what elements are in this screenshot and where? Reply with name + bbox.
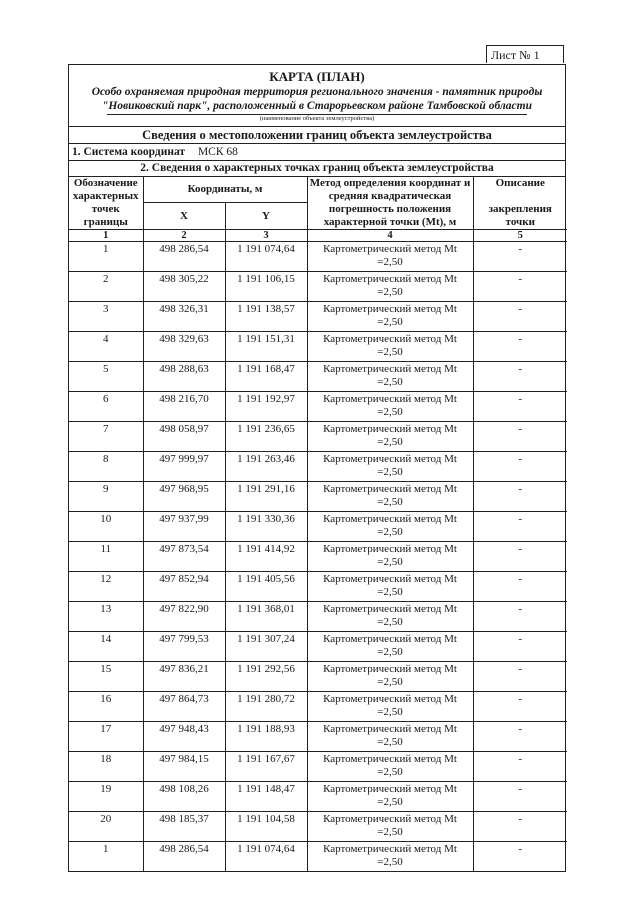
header-x: X	[143, 203, 225, 230]
header-y: Y	[225, 203, 307, 230]
point-number: 5	[69, 362, 143, 392]
method-accuracy: =2,50	[377, 706, 403, 718]
table-row	[69, 272, 567, 302]
point-description: -	[473, 632, 567, 662]
column-number: 4	[307, 230, 473, 242]
column-number: 5	[473, 230, 567, 242]
coordinate-y: 1 191 151,31	[225, 332, 307, 362]
method-accuracy: =2,50	[377, 346, 403, 358]
method-text: Картометрический метод Mt	[323, 543, 457, 555]
method	[307, 452, 473, 482]
method-accuracy: =2,50	[377, 496, 403, 508]
point-description: -	[473, 692, 567, 722]
object-name-caption: (наименование объекта землеустройства)	[107, 114, 527, 123]
coordinate-y: 1 191 330,36	[225, 512, 307, 542]
point-description: -	[473, 512, 567, 542]
point-number: 20	[69, 812, 143, 842]
point-description: -	[473, 542, 567, 572]
coordinate-y: 1 191 307,24	[225, 632, 307, 662]
table-row	[69, 782, 567, 812]
point-description: -	[473, 362, 567, 392]
method-accuracy: =2,50	[377, 376, 403, 388]
header-method: Метод определения координат и средняя квадратическая погрешность положения характерной точки (Mt), м	[307, 177, 473, 230]
point-number: 18	[69, 752, 143, 782]
method-accuracy: =2,50	[377, 766, 403, 778]
point-number: 10	[69, 512, 143, 542]
point-description: -	[473, 722, 567, 752]
table-row	[69, 512, 567, 542]
method	[307, 302, 473, 332]
table-row	[69, 392, 567, 422]
section-title: Сведения о местоположении границ объекта землеустройства	[69, 126, 565, 144]
table-row	[69, 662, 567, 692]
coordinate-y: 1 191 104,58	[225, 812, 307, 842]
point-number: 9	[69, 482, 143, 512]
point-description: -	[473, 302, 567, 332]
method-text: Картометрический метод Mt	[323, 573, 457, 585]
point-number: 1	[69, 242, 143, 272]
point-number: 13	[69, 602, 143, 632]
column-number: 1	[69, 230, 143, 242]
coordinate-y: 1 191 192,97	[225, 392, 307, 422]
points-table	[69, 177, 567, 871]
method-text: Картометрический метод Mt	[323, 753, 457, 765]
point-description: -	[473, 242, 567, 272]
point-number: 15	[69, 662, 143, 692]
header-designation: Обозначение характерных точек границы	[69, 177, 143, 230]
table-row	[69, 602, 567, 632]
coordinate-x: 497 984,15	[143, 752, 225, 782]
method-text: Картометрический метод Mt	[323, 603, 457, 615]
point-description: -	[473, 572, 567, 602]
coordinate-y: 1 191 138,57	[225, 302, 307, 332]
method-text: Картометрический метод Mt	[323, 423, 457, 435]
point-description: -	[473, 752, 567, 782]
coordinate-x: 497 968,95	[143, 482, 225, 512]
method-accuracy: =2,50	[377, 286, 403, 298]
method	[307, 392, 473, 422]
method-accuracy: =2,50	[377, 256, 403, 268]
method-text: Картометрический метод Mt	[323, 363, 457, 375]
method-text: Картометрический метод Mt	[323, 333, 457, 345]
point-description: -	[473, 602, 567, 632]
method-text: Картометрический метод Mt	[323, 453, 457, 465]
table-row	[69, 452, 567, 482]
coordinate-y: 1 191 236,65	[225, 422, 307, 452]
coordinate-x: 497 999,97	[143, 452, 225, 482]
method-text: Картометрический метод Mt	[323, 783, 457, 795]
coordinate-x: 498 108,26	[143, 782, 225, 812]
point-description: -	[473, 392, 567, 422]
table-row	[69, 422, 567, 452]
method	[307, 242, 473, 272]
point-description: -	[473, 782, 567, 812]
method	[307, 692, 473, 722]
table-row	[69, 722, 567, 752]
coordinate-y: 1 191 280,72	[225, 692, 307, 722]
coordinate-y: 1 191 414,92	[225, 542, 307, 572]
table-row	[69, 692, 567, 722]
coordinate-x: 498 305,22	[143, 272, 225, 302]
method-accuracy: =2,50	[377, 436, 403, 448]
point-description: -	[473, 332, 567, 362]
point-number: 3	[69, 302, 143, 332]
point-number: 6	[69, 392, 143, 422]
header-description-top: Описание	[495, 177, 545, 189]
coordinate-x: 497 852,94	[143, 572, 225, 602]
coordinate-x: 497 836,21	[143, 662, 225, 692]
coordinate-x: 498 329,63	[143, 332, 225, 362]
point-description: -	[473, 422, 567, 452]
point-number: 12	[69, 572, 143, 602]
point-number: 19	[69, 782, 143, 812]
column-number: 3	[225, 230, 307, 242]
method-text: Картометрический метод Mt	[323, 723, 457, 735]
method	[307, 572, 473, 602]
method-text: Картометрический метод Mt	[323, 273, 457, 285]
method	[307, 422, 473, 452]
coordinate-y: 1 191 106,15	[225, 272, 307, 302]
coordinate-x: 497 799,53	[143, 632, 225, 662]
coordinate-system-value: МСК 68	[197, 146, 238, 158]
points-section-title: 2. Сведения о характерных точках границ объекта землеустройства	[69, 161, 565, 177]
coordinate-y: 1 191 168,47	[225, 362, 307, 392]
method-text: Картометрический метод Mt	[323, 513, 457, 525]
method-accuracy: =2,50	[377, 796, 403, 808]
method-accuracy: =2,50	[377, 586, 403, 598]
method-accuracy: =2,50	[377, 406, 403, 418]
method-accuracy: =2,50	[377, 316, 403, 328]
column-number: 2	[143, 230, 225, 242]
coordinate-x: 497 822,90	[143, 602, 225, 632]
coordinate-x: 498 326,31	[143, 302, 225, 332]
point-description: -	[473, 452, 567, 482]
method	[307, 812, 473, 842]
method	[307, 362, 473, 392]
method	[307, 332, 473, 362]
document-subtitle-line-1: Особо охраняемая природная территория регионального значения - памятник природы	[91, 86, 543, 98]
table-row	[69, 752, 567, 782]
table-row	[69, 332, 567, 362]
coordinate-y: 1 191 405,56	[225, 572, 307, 602]
point-description: -	[473, 662, 567, 692]
method-text: Картометрический метод Mt	[323, 483, 457, 495]
table-row	[69, 362, 567, 392]
method	[307, 782, 473, 812]
method	[307, 752, 473, 782]
document-frame	[68, 64, 566, 872]
method	[307, 722, 473, 752]
header-description-bottom: закрепления точки	[488, 203, 552, 228]
coordinate-x: 498 288,63	[143, 362, 225, 392]
document-subtitle-line-2: "Новиковский парк", расположенный в Старорьевском районе Тамбовской области	[101, 100, 533, 112]
method-text: Картометрический метод Mt	[323, 633, 457, 645]
method	[307, 542, 473, 572]
method-accuracy: =2,50	[377, 466, 403, 478]
point-number: 16	[69, 692, 143, 722]
coordinate-y: 1 191 188,93	[225, 722, 307, 752]
coordinate-y: 1 191 167,67	[225, 752, 307, 782]
point-number: 4	[69, 332, 143, 362]
table-row	[69, 242, 567, 272]
point-number: 7	[69, 422, 143, 452]
coordinate-x: 497 873,54	[143, 542, 225, 572]
method-text: Картометрический метод Mt	[323, 663, 457, 675]
method-accuracy: =2,50	[377, 556, 403, 568]
method	[307, 842, 473, 872]
table-row	[69, 572, 567, 602]
method-accuracy: =2,50	[377, 856, 403, 868]
method	[307, 482, 473, 512]
method	[307, 662, 473, 692]
coordinate-x: 498 286,54	[143, 242, 225, 272]
method-text: Картометрический метод Mt	[323, 813, 457, 825]
method-text: Картометрический метод Mt	[323, 303, 457, 315]
method-text: Картометрический метод Mt	[323, 843, 457, 855]
coordinate-y: 1 191 291,16	[225, 482, 307, 512]
document-title: КАРТА (ПЛАН)	[269, 69, 365, 84]
coordinate-y: 1 191 368,01	[225, 602, 307, 632]
method	[307, 632, 473, 662]
method-accuracy: =2,50	[377, 526, 403, 538]
coordinate-x: 497 948,43	[143, 722, 225, 752]
point-description: -	[473, 842, 567, 872]
method	[307, 272, 473, 302]
table-row	[69, 812, 567, 842]
table-row	[69, 842, 567, 872]
point-number: 1	[69, 842, 143, 872]
header-description	[473, 177, 567, 230]
coordinate-y: 1 191 292,56	[225, 662, 307, 692]
column-numbers-row	[69, 230, 567, 242]
method-accuracy: =2,50	[377, 676, 403, 688]
sheet-number: Лист № 1	[486, 45, 564, 63]
method	[307, 512, 473, 542]
method-accuracy: =2,50	[377, 646, 403, 658]
table-row	[69, 632, 567, 662]
point-number: 17	[69, 722, 143, 752]
coordinate-x: 497 864,73	[143, 692, 225, 722]
point-number: 11	[69, 542, 143, 572]
coordinate-x: 498 185,37	[143, 812, 225, 842]
method-text: Картометрический метод Mt	[323, 693, 457, 705]
table-row	[69, 302, 567, 332]
point-number: 8	[69, 452, 143, 482]
point-description: -	[473, 812, 567, 842]
coordinate-x: 498 286,54	[143, 842, 225, 872]
method	[307, 602, 473, 632]
coordinate-system	[69, 144, 565, 161]
table-row	[69, 542, 567, 572]
coordinate-x: 497 937,99	[143, 512, 225, 542]
table-row	[69, 482, 567, 512]
coordinate-x: 498 058,97	[143, 422, 225, 452]
method-accuracy: =2,50	[377, 736, 403, 748]
method-text: Картометрический метод Mt	[323, 243, 457, 255]
point-number: 2	[69, 272, 143, 302]
point-description: -	[473, 272, 567, 302]
point-description: -	[473, 482, 567, 512]
coordinate-y: 1 191 074,64	[225, 242, 307, 272]
method-accuracy: =2,50	[377, 616, 403, 628]
coordinate-x: 498 216,70	[143, 392, 225, 422]
method-text: Картометрический метод Mt	[323, 393, 457, 405]
method-accuracy: =2,50	[377, 826, 403, 838]
coordinate-y: 1 191 148,47	[225, 782, 307, 812]
coordinate-y: 1 191 263,46	[225, 452, 307, 482]
point-number: 14	[69, 632, 143, 662]
coordinate-y: 1 191 074,64	[225, 842, 307, 872]
header-coordinates: Координаты, м	[143, 177, 307, 203]
coordinate-system-label: 1. Система координат	[72, 146, 186, 158]
